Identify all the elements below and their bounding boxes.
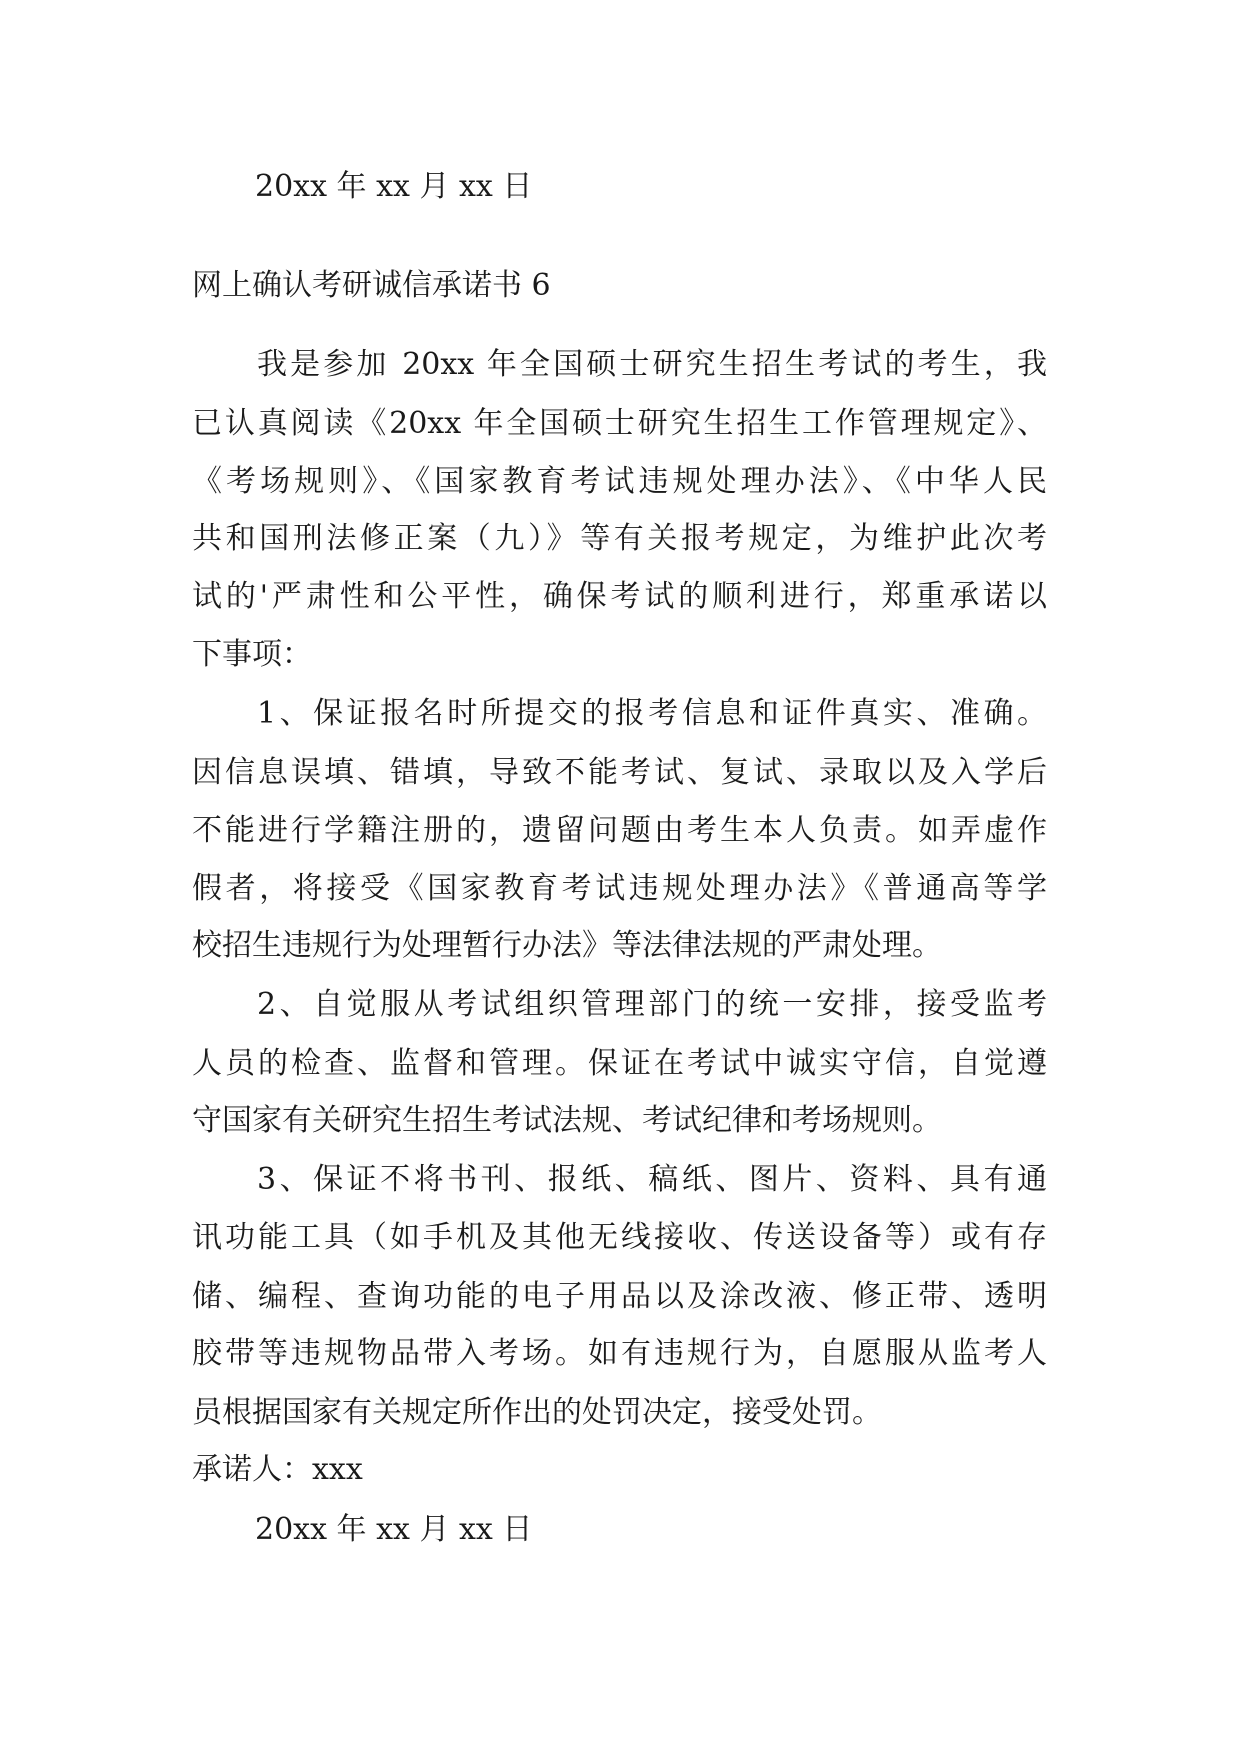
item3-line: 储、编程、查询功能的电子用品以及涂改液、修正带、透明 xyxy=(192,1279,1047,1314)
item1-line: 假者，将接受《国家教育考试违规处理办法》《普通高等学 xyxy=(192,871,1047,906)
intro-line: 下事项： xyxy=(192,637,312,672)
bottom-date: 20xx 年 xx 月 xx 日 xyxy=(255,1512,533,1547)
item3-line: 讯功能工具（如手机及其他无线接收、传送设备等）或有存 xyxy=(192,1220,1047,1255)
intro-line: 《考场规则》、《国家教育考试违规处理办法》、《中华人民 xyxy=(192,464,1047,499)
item2-line: 人员的检查、监督和管理。保证在考试中诚实守信，自觉遵 xyxy=(192,1046,1047,1081)
intro-line: 我是参加 20xx 年全国硕士研究生招生考试的考生，我 xyxy=(257,347,1047,382)
document-title: 网上确认考研诚信承诺书 6 xyxy=(192,268,551,303)
item3-line: 胶带等违规物品带入考场。如有违规行为，自愿服从监考人 xyxy=(192,1336,1047,1371)
item3-line: 3、保证不将书刊、报纸、稿纸、图片、资料、具有通 xyxy=(257,1162,1047,1197)
signer-line: 承诺人：xxx xyxy=(192,1452,363,1487)
item2-line: 守国家有关研究生招生考试法规、考试纪律和考场规则。 xyxy=(192,1103,942,1138)
item1-line: 校招生违规行为处理暂行办法》等法律法规的严肃处理。 xyxy=(192,928,942,963)
intro-line: 已认真阅读《20xx 年全国硕士研究生招生工作管理规定》、 xyxy=(192,406,1047,441)
intro-line: 共和国刑法修正案（九）》等有关报考规定，为维护此次考 xyxy=(192,521,1047,556)
item1-line: 因信息误填、错填，导致不能考试、复试、录取以及入学后 xyxy=(192,755,1047,790)
top-date: 20xx 年 xx 月 xx 日 xyxy=(255,169,533,204)
item1-line: 不能进行学籍注册的，遗留问题由考生本人负责。如弄虚作 xyxy=(192,813,1047,848)
item3-line: 员根据国家有关规定所作出的处罚决定，接受处罚。 xyxy=(192,1395,882,1430)
item2-line: 2、自觉服从考试组织管理部门的统一安排，接受监考 xyxy=(257,987,1047,1022)
item1-line: 1、保证报名时所提交的报考信息和证件真实、准确。 xyxy=(257,696,1047,731)
intro-line: 试的'严肃性和公平性，确保考试的顺利进行，郑重承诺以 xyxy=(192,579,1047,614)
